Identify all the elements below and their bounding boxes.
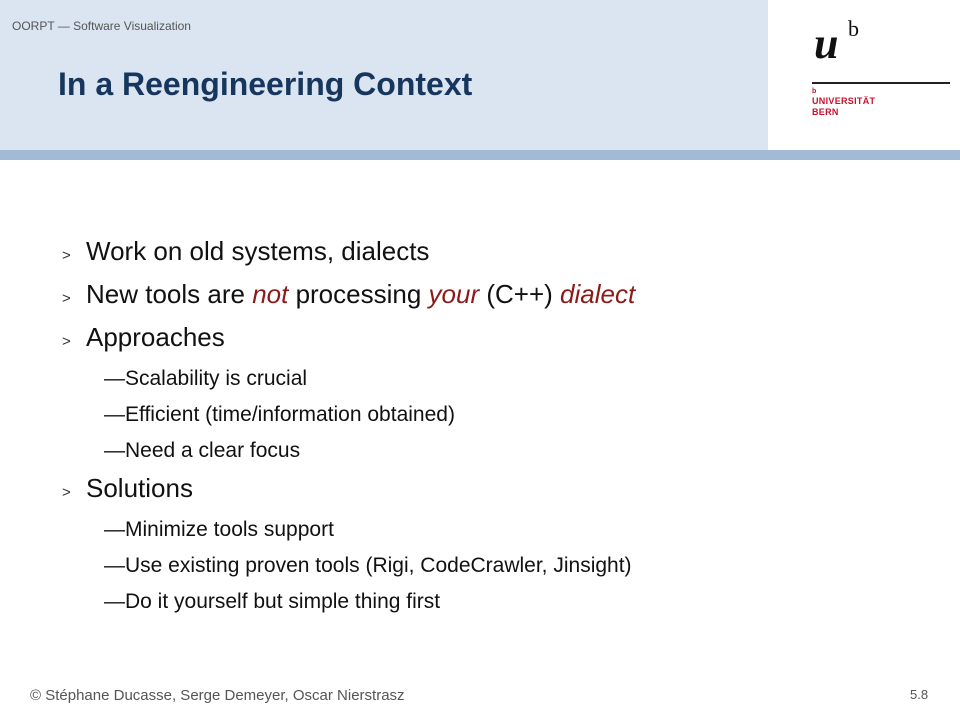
sub-marker: — <box>104 554 125 577</box>
sub-bullet-text: Do it yourself but simple thing first <box>125 590 441 613</box>
sub-bullet-text: Efficient (time/information obtained) <box>125 403 455 426</box>
university-name-line1: UNIVERSITÄT <box>812 96 876 106</box>
emphasis-text: your <box>428 279 480 309</box>
sub-marker: — <box>104 590 125 613</box>
header-divider-bar <box>0 150 960 160</box>
bullet-text: Work on old systems, dialects <box>86 236 430 266</box>
bullet-marker: > <box>62 247 71 264</box>
slide-content <box>62 232 922 620</box>
logo-mark: u <box>814 19 839 68</box>
page-number: 5.8 <box>910 687 929 702</box>
footer-copyright: © Stéphane Ducasse, Serge Demeyer, Oscar Nierstrasz <box>30 687 405 704</box>
sub-bullet <box>62 548 922 584</box>
university-name-line2: BERN <box>812 107 839 117</box>
slide-title: In a Reengineering Context <box>58 66 473 102</box>
sub-bullet <box>62 397 922 433</box>
logo-superscript: b <box>848 16 859 41</box>
bullet-item <box>62 275 922 318</box>
bullet-marker: > <box>62 290 71 307</box>
sub-marker: — <box>104 367 125 390</box>
sub-bullet-text: Need a clear focus <box>125 439 301 462</box>
sub-bullet-text: Minimize tools support <box>125 518 334 541</box>
sub-bullet <box>62 584 922 620</box>
bullet-item <box>62 232 922 275</box>
logo-small-letter: b <box>812 88 817 95</box>
sub-bullet <box>62 361 922 397</box>
bullet-text: Approaches <box>86 322 225 352</box>
bullet-text <box>86 275 635 313</box>
sub-marker: — <box>104 518 125 541</box>
bullet-item <box>62 318 922 361</box>
bullet-text-part: (C++) <box>479 279 561 309</box>
bullet-item <box>62 469 922 512</box>
bullet-text-part: processing <box>288 279 429 309</box>
logo-rule <box>812 82 950 84</box>
bullet-marker: > <box>62 333 71 350</box>
bullet-text-part: New tools are <box>86 279 253 309</box>
sub-bullet-text: Scalability is crucial <box>125 367 308 390</box>
university-name <box>812 96 875 118</box>
sub-marker: — <box>104 403 125 426</box>
university-logo-icon <box>812 14 872 74</box>
emphasis-text: dialect <box>560 279 636 309</box>
sub-bullet-text: Use existing proven tools (Rigi, CodeCrawler, Jinsight) <box>125 554 632 577</box>
bullet-marker: > <box>62 484 71 501</box>
sub-bullet <box>62 512 922 548</box>
course-label: OORPT — Software Visualization <box>12 19 191 33</box>
bullet-text: Solutions <box>86 473 193 503</box>
sub-bullet <box>62 433 922 469</box>
sub-marker: — <box>104 439 125 462</box>
emphasis-text: not <box>252 279 289 309</box>
